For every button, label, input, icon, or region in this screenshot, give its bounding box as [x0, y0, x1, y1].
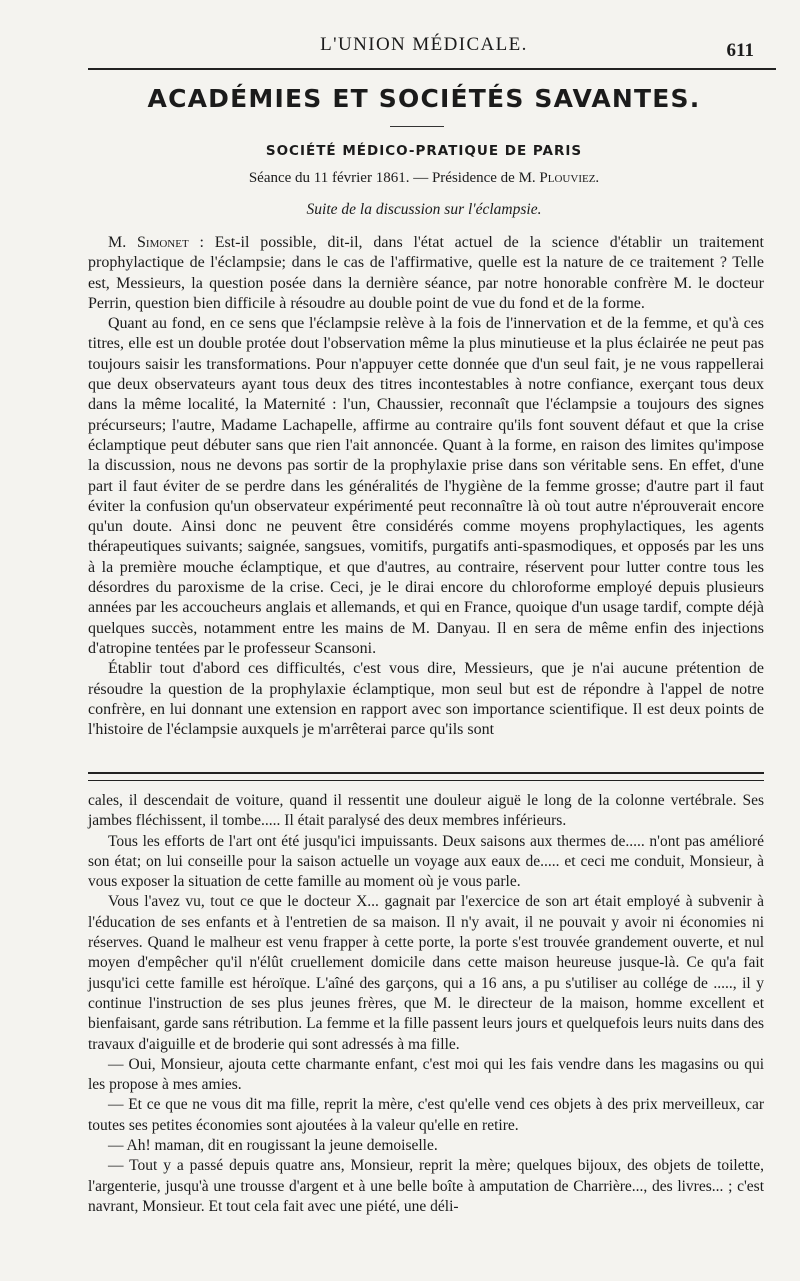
feuilleton-divider — [88, 772, 764, 781]
session-end: . — [595, 170, 600, 186]
president-name: Plouviez — [539, 170, 596, 186]
discussion-subtitle: Suite de la discussion sur l'éclampsie. — [306, 201, 542, 218]
page-number: 611 — [726, 40, 754, 61]
article-body — [88, 233, 764, 740]
paragraph-1 — [88, 233, 764, 314]
speaker-name: M. Simonet — [108, 234, 189, 251]
journal-title: L'UNION MÉDICALE. — [320, 34, 528, 55]
paragraph-1-text: : Est-il possible, dit-il, dans l'état actuel de la science d'établir un traitement prophylactique de l'éclampsie; dans le cas de l'affirmative, quelle est la nature de ce traitement ? Telle est, Messieurs, la question posée dans la dernière séance, par notre honorable confrère M. le docteur Perrin, question bien difficile à résoudre au double point de vue du fond et de la forme. — [88, 234, 764, 312]
feuilleton-paragraph-3: Vous l'avez vu, tout ce que le docteur X... gagnait par l'exercice de son art était employé à subvenir à l'éducation de ses enfants et à l'entretien de sa maison. Il n'y avait, il ne pouvait y avoir ni économies ni réserves. Quand le malheur est venu frapper à cette porte, la porte s'est trouvée grandement ouverte, et nul moyen d'empêcher qu'il n'élût cruellement domicile dans cette maison heureuse jusque-là. Ce qu'a fait jusqu'ici cette famille est héroïque. L'aîné des garçons, qui a 16 ans, a pu s'utiliser au collége de ....., il y continue l'instruction de ses plus jeunes frères, que M. le directeur de la maison, homme excellent et bienfaisant, garde sans rétribution. La femme et la fille passent leurs jours et quelquefois leurs nuits dans des travaux d'aiguille et de broderie qui sont adressés à ma fille. — [88, 893, 764, 1053]
feuilleton-paragraph-7: — Tout y a passé depuis quatre ans, Monsieur, reprit la mère; quelques bijoux, des objets de toilette, l'argenterie, jusqu'à une trousse d'argent et à une belle boîte à amputation de Charrière..., des livres... ; c'est navrant, Monsieur. Et tout cela fait avec une piété, une déli- — [88, 1157, 764, 1215]
feuilleton-body — [88, 791, 764, 1217]
header-rule — [88, 68, 776, 70]
feuilleton-paragraph-2: Tous les efforts de l'art ont été jusqu'ici impuissants. Deux saisons aux thermes de..... n'ont pas amélioré son état; on lui conseille pour la saison actuelle un voyage aux eaux de..... et ceci me conduit, Monsieur, à vous exposer la situation de cette famille au moment où je vous parle. — [88, 832, 764, 891]
section-title: ACADÉMIES ET SOCIÉTÉS SAVANTES. — [147, 84, 701, 113]
feuilleton-paragraph-5: — Et ce que ne vous dit ma fille, reprit la mère, c'est qu'elle vend ces objets à des prix merveilleux, car toutes ses petites économies sont ajoutées à la valeur qu'elle en retire. — [88, 1096, 764, 1134]
paragraph-2: Quant au fond, en ce sens que l'éclampsie relève à la fois de l'innervation et de la femme, et qu'à ces titres, elle est un double protée dout l'observation même la plus minutieuse et la plus éclairée ne peut pas toujours saisir les transformations. Pour n'appuyer cette donnée que d'un seul fait, je ne vous rappellerai que deux observateurs ayant tous deux des titres incontestables à notre confiance, exerçant tous deux dans la même localité, la Maternité : l'un, Chaussier, reconnaît que l'éclampsie a toujours des signes précurseurs; l'autre, Madame Lachapelle, affirme au contraire qu'ils font souvent défaut et que la crise éclamptique peut débuter sans que rien l'ait annoncée. Quant à la forme, en raison des limites qu'impose la discussion, nous ne devons pas sortir de la prophylaxie prise dans son véritable sens. En effet, d'une part il faut éviter de se perdre dans les généralités de l'hygiène de la femme grosse; d'autre part il faut éviter la confusion qu'un observateur expérimenté peut reconnaître là où tout autre n'éprouverait encore qu'un doute. Ainsi donc ne peuvent être considérés comme moyens prophylactiques, les agents thérapeutiques suivants; saignée, sangsues, vomitifs, purgatifs anti-spasmodiques, et opposés par les uns à la première mouche éclamptique, et que d'autres, au contraire, réservent pour lutter contre tous les désordres du paroxisme de la crise. Ceci, je le dirai encore du chloroforme employé depuis plusieurs années par les accoucheurs anglais et allemands, et qui en France, quoique d'un usage tardif, compte déjà quelques succès, notamment entre les mains de M. Danyau. Il en sera de même enfin des injections d'atropine tentées par le professeur Scansoni. — [88, 315, 764, 657]
title-divider — [390, 126, 444, 127]
feuilleton-paragraph-4: — Oui, Monsieur, ajouta cette charmante enfant, c'est moi qui les fais vendre dans les magasins ou qui les propose à mes amies. — [88, 1055, 764, 1094]
running-head — [88, 30, 760, 64]
paragraph-3: Établir tout d'abord ces difficultés, c'est vous dire, Messieurs, que je n'ai aucune prétention de résoudre la question de la prophylaxie éclamptique, mon seul but est de répondre à l'appel de notre confrère, en lui donnant une extension en rapport avec son importance scientifique. Il est deux points de l'histoire de l'éclampsie auxquels je m'arrêterai parce qu'ils sont — [88, 660, 764, 739]
session-text: Séance du 11 février 1861. — Présidence de M. — [248, 170, 536, 186]
feuilleton-paragraph-6: — Ah! maman, dit en rougissant la jeune demoiselle. — [108, 1137, 438, 1155]
society-heading: SOCIÉTÉ MÉDICO-PRATIQUE DE PARIS — [265, 143, 583, 159]
feuilleton-paragraph-1: cales, il descendait de voiture, quand il ressentit une douleur aiguë le long de la colonne vertébrale. Ses jambes fléchissent, il tombe..... Il était paralysé des deux membres inférieurs. — [88, 792, 764, 830]
session-line — [88, 170, 760, 187]
